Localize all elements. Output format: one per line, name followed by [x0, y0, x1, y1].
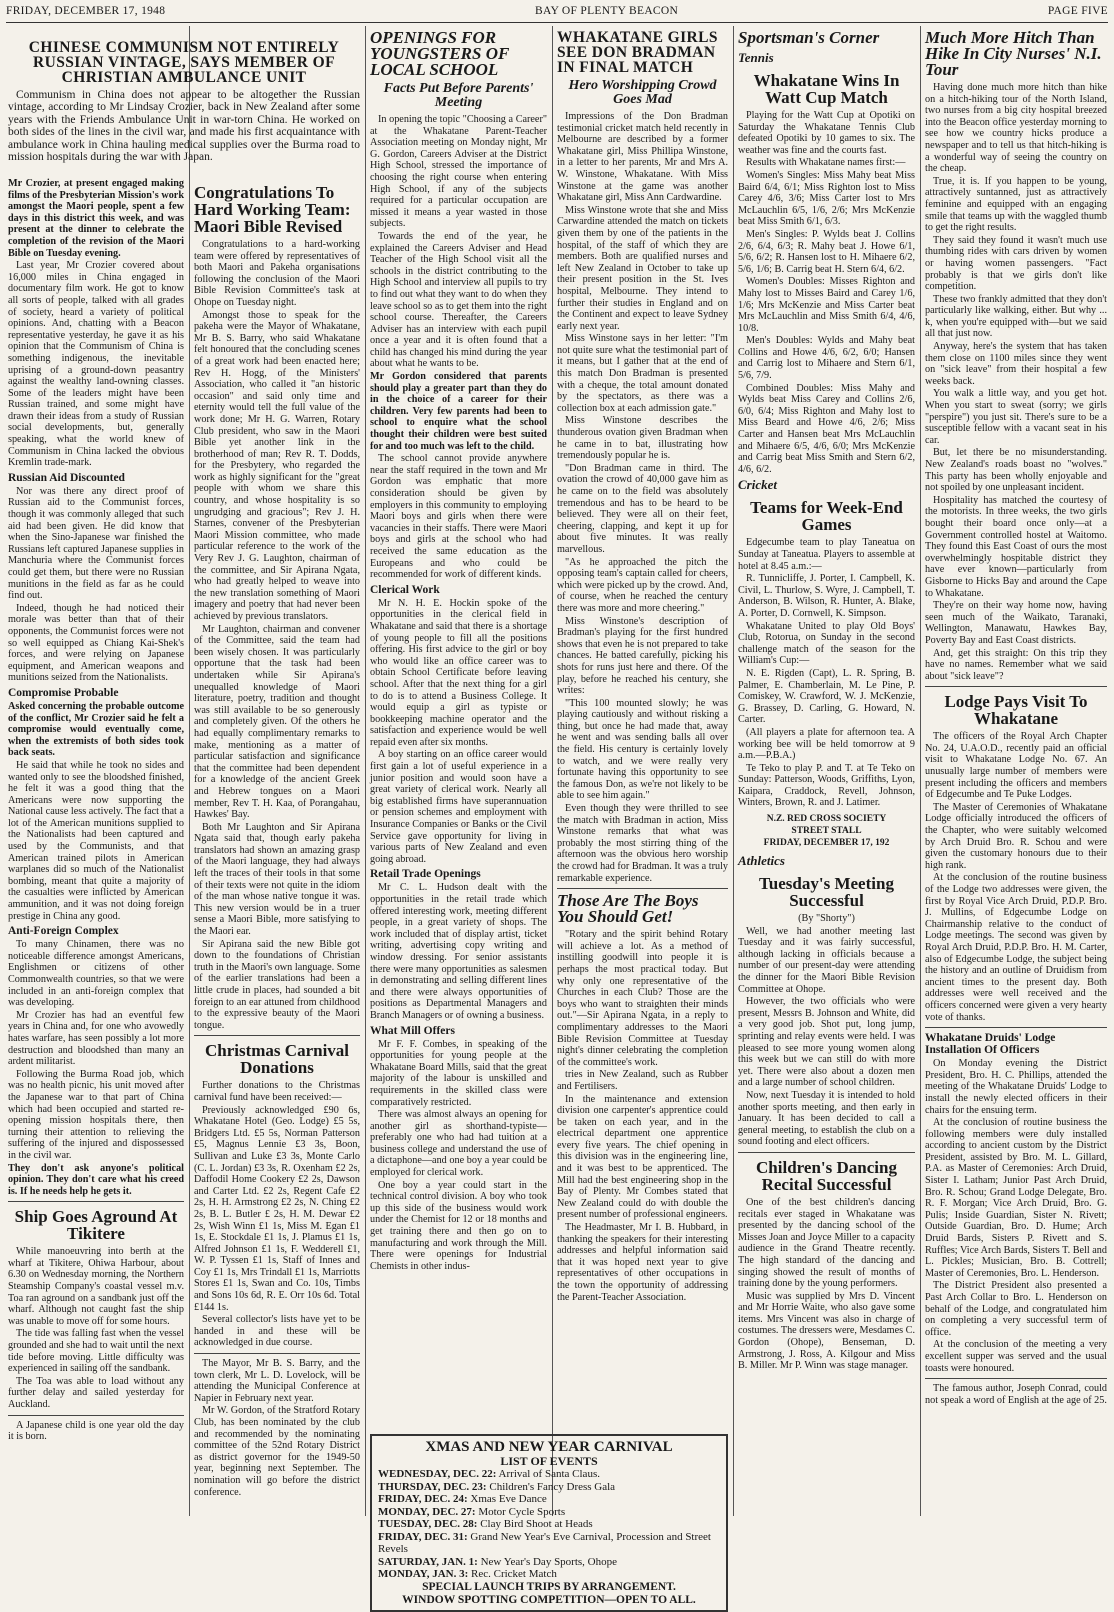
hitch-p9: They're on their way home now, having seen much of the Waikato, Taranaki, Wellington, Manawatu, Hawkes Bay, Poverty Bay and East Coast districts.: [925, 600, 1107, 646]
chinese-bold2: Asked concerning the probable outcome of the conflict, Mr Crozier said he felt a compromise would eventually come, when the extremists of both sides took back seats.: [8, 700, 184, 759]
carnival-title: XMAS AND NEW YEAR CARNIVAL: [425, 1439, 673, 1455]
openings-sub-mill: What Mill Offers: [370, 1024, 455, 1037]
girls-p4: Miss Winstone describes the thunderous ovation given Bradman when he came in to bat, illustrating how tremendously popular he is.: [557, 415, 728, 462]
girls-p5: "Don Bradman came in third. The ovation the crowd of 40,000 gave him as he came on to the field was absolutely tremendous and has to be heard to be believed. They were all on their feet, cheering, clapping, and kept it up for about five minutes. It was really marvellous.: [557, 462, 728, 555]
girls-p7: Miss Winstone's description of Bradman's playing for the first hundred shows that even he is not prepared to take chances. He batted carefully, picking his shots for runs just here and there. Of the play, before he reached his century, she writes:: [557, 615, 728, 697]
carnival-events-box: [370, 1434, 728, 1612]
openings-cont-p3: The Headmaster, Mr I. B. Hubbard, in thanking the speakers for their interesting addresses and helpful information said that it was hoped next year to give representatives of other occupations in the town the opportunity of addressing the Parent-Teacher Association.: [557, 1222, 728, 1303]
tennis-t2: Results with Whakatane names first:—: [746, 157, 906, 169]
column-6: [925, 28, 1107, 1516]
openings-p2: Towards the end of the year, he explained the Careers Adviser and Head Teacher of the High School visit all the schools in the district contributing to the High School and interview all pupils to try to find out what they want to do when they leave school so as to get them into the right school course. Thereafter, the Careers Adviser has an interview with each pupil once a year and it is often found that a child has changed his mind during the year about what he wants to be.: [370, 230, 547, 370]
column-rule: [920, 26, 921, 1516]
boys-headline: Those Are The Boys You Should Get!: [557, 891, 699, 927]
divider: [8, 1415, 184, 1416]
girls-p6: "As he approached the pitch the opposing team's captain called for cheers, which were picked up by the crowd. And, of course, when he reached the century there was more and more cheering.": [557, 556, 728, 614]
druids-d4: At the conclusion of the meeting a very excellent supper was served and the usual toasts were honoured.: [925, 1339, 1107, 1374]
column-3: [370, 28, 547, 1432]
divider: [194, 1035, 360, 1036]
chinese-p2: Nor was there any direct proof of Russian aid to the Communist forces, though it was commonly alleged that such aid had been given. He did know that when the Sino-Japanese war finished the Russians left captured Japanese supplies in Manchuria where the Communist forces could get them, but there were no Russian munitions in the field as far as he could find out.: [8, 485, 184, 602]
chinese-intro: Mr Crozier, at present engaged making films of the Presbyterian Mission's work amongst the Maori people, spent a few days in this district this week, and was present at the dinner to celebrate the completion of the revision of the Maori Bible on Tuesday evening.: [8, 178, 184, 259]
tennis-t7: Combined Doubles: Miss Mahy and Wylds beat Miss Carey and Collins 2/6, 6/0, 6/4; Miss Righton and Mahy lost to Miss Beard and Howe 4/6, 2/6; Miss Carter and Hansen beat Mrs McLauchlin and Mihaere 6/5, 4/6, 6/0; Mrs McKenzie and Carrig beat Miss Smith and Stern 6/2, 4/6, 6/2.: [738, 382, 915, 475]
girls-p8: "This 100 mounted slowly; he was playing cautiously and without risking a thing, but once he had made that, away he went and was sending balls all over the field. His century is certainly lovely to watch, and we were really very fortunate having this opportunity to see the famous Don, as we're not likely to be able to see him again.": [557, 697, 728, 802]
divider: [557, 888, 728, 889]
red-cross-date: FRIDAY, DECEMBER 17, 192: [763, 838, 890, 849]
druids-d3: The District President also presented a Past Arch Collar to Bro. L. Henderson on behalf of the Lodge, and congratulated him on completing a very successful term of office.: [925, 1280, 1107, 1338]
congrats-p4: Both Mr Laughton and Sir Apirana Ngata said that, though early pakeha translators had shown an amazing grasp of the Maori language, they had always left the traces of their tools in that some of their texts were not quite in the idiom of the man whose native tongue it was. This new version would be in a truer sense a Maori Bible, more satisfying to the Maori ear.: [194, 821, 360, 938]
hitch-p8: Hospitality has matched the courtesy of the motorists. In three weeks, the two girls bought their board once only—at a Government controlled hostel at Waitomo. They found this East Coast of ours the most overwhelmingly hospitable district they have ever known—particularly from Gisborne to Hicks Bay and around the Cape to Whakatane.: [925, 494, 1107, 599]
openings-p5: A boy starting on an office career would first gain a lot of useful experience in a junior position and would soon have a great variety of clerical work. Nearly all big established firms have superannuation or pension schemes and employment with Insurance Companies or Banks or the Civil Service gave opportunity for living in various parts of New Zealand and even going abroad.: [370, 749, 547, 865]
hitch-p7: But, let there be no misunderstanding. New Zealand's roads boast no "wolves." This party has been wholly enjoyable and not spoiled by one unpleasant incident.: [925, 447, 1107, 494]
carnival-event-name: Rec. Cricket Match: [471, 1568, 557, 1580]
girls-p2: Miss Winstone wrote that she and Miss Carwardine attended the match on tickets given them by one of the patients in the hospital, of the staff of which they are members. Both are qualified nurses and left New Zealand in October to take up their present position in the St. Ives hospital, Melbourne. They intend to further their studies in England and on the Continent and expect to leave Sydney early next year.: [557, 204, 728, 332]
carnival-event-row: [378, 1481, 720, 1494]
carnival-event-name: Motor Cycle Sports: [478, 1505, 566, 1518]
divider: [194, 1353, 360, 1354]
carnival-event-day: FRIDAY, DEC. 31:: [378, 1530, 468, 1543]
chinese-p7: Following the Burma Road job, which was no health picnic, his unit moved after the Japanese war to that part of China which had been occupied and started re-opening mission hospitals there, then turning their attention to relieving the suffering of the injured and dispossessed in the civil war.: [8, 1068, 184, 1161]
lodge-p3: At the conclusion of the routine business of the Lodge two addresses were given, the first by Royal Vice Arch Druid, P.D.P. Bro. J. Mullins, of Edgecumbe Lodge on Chairmanship relative to the conduct of Lodge meetings. The second was given by Royal Arch Druid, P.D.P. Bro. H. M. Carter, also of Edgecumbe Lodge, the subject being the history and an outline of Druidism from ancient times to the present day. Both addresses were well received and the officers concerned were given a very hearty vote of thanks.: [925, 872, 1107, 1023]
ship-p3: The Toa was able to load without any further delay and sailed yesterday for Auckland.: [8, 1375, 184, 1410]
carnival-event-row: [378, 1506, 720, 1519]
sportsman-heading: Sportsman's Corner: [738, 28, 880, 47]
donations-headline: Christmas Carnival Donations: [204, 1041, 350, 1078]
openings-p3: The school cannot provide anywhere near the staff required in the town and Mr Gordon was emphatic that more consideration should be given by employers in this community to employing Maori boys and girls when there were vacancies in their staffs. There were Maori boys and girls at the school who had received the same education as the Europeans and who could be recommended for work of different kinds.: [370, 453, 547, 581]
masthead-title: BAY OF PLENTY BEACON: [535, 5, 679, 17]
column-4: [557, 28, 728, 1432]
carnival-event-name: Arrival of Santa Claus.: [498, 1468, 600, 1480]
carnival-event-row: [378, 1568, 720, 1581]
girls-subhead: Hero Worshipping Crowd Goes Mad: [568, 78, 717, 107]
filler-conrad: The famous author, Joseph Conrad, could not speak a word of English at the age of 25.: [925, 1383, 1107, 1406]
congrats-p5: Sir Apirana said the new Bible got down to the foundations of Christian truth in the Maori's own language. Some of the earlier translations had been a little crude in places, had sounded a bit foreign to an ear attuned from childhood to the expressive beauty of the Maori tongue.: [194, 938, 360, 1031]
cricket-label: Cricket: [738, 477, 777, 493]
boys-p1: "Rotary and the spirit behind Rotary will achieve a lot. As a method of instilling goodwill into people it is perhaps the most practical today. But why only one representative of the Churches in each Club? Those are the boys who want to straighten their minds out."—Sir Apirana Ngata, in a reply to complimentary addresses to the Maori Bible Revision Committee at Tuesday night's dinner celebrating the completion of the committee's work.: [557, 929, 728, 1068]
carnival-event-row: [378, 1493, 720, 1506]
openings-headline: OPENINGS FOR YOUNGSTERS OF LOCAL SCHOOL: [370, 28, 510, 79]
congrats-p3: Mr Laughton, chairman and convener of the Committee, said the team had been wisely chosen. It was particularly opportune that the task had been undertaken while Sir Apirana's unequalled knowledge of Maori literature, poetry, tradition and thought was still available to be so generously and completely given. Of the others he had equally complimentary remarks to make, mentioning as a matter of particular satisfaction and significance that the committee had been dependent for a knowledge of the ancient Greek and Hebrew tongues on a Maori member, Rev T. H. Kaa, of Porangahau, Hawkes' Bay.: [194, 623, 360, 821]
girls-p3: Miss Winstone says in her letter: "I'm not quite sure what the testimonial part of it means, but I gather that at the end of this match Don Bradman is presented with a cheque, the total amount donated by the spectators, as there was a collection box at each admission gate.": [557, 333, 728, 414]
hitch-p1: Having done much more hitch than hike on a hitch-hiking tour of the North Island, two nurses from a big city hospital breezed into the Beacon office yesterday morning to see how we country hicks produce a newspaper and to tell us that hitch-hiking is a wonderful way of seeing the country on the cheap.: [925, 82, 1107, 175]
tennis-t4: Men's Singles: P. Wylds beat J. Collins 2/6, 6/4, 6/3; R. Mahy beat J. Howe 6/1, 5/6, 6/2; R. Hansen lost to H. Mihaere 6/2, 5/6, 1/6; B. Carrig beat H. Stern 6/4, 6/2.: [738, 228, 915, 275]
mayor-notice: The Mayor, Mr B. S. Barry, and the town clerk, Mr L. D. Lovelock, will be attending the Municipal Conference at Napier in February next year.: [194, 1358, 360, 1404]
cricket-c6: Te Teko to play P. and T. at Te Teko on Sunday: Patterson, Woods, Griffiths, Lyon, Kaipara, Craddock, Revell, Johnson, Winters, Brown, R. and J. Latimer.: [738, 762, 915, 809]
girls-p9: Even though they were thrilled to see the match with Bradman in action, Miss Winstone remarks that what was probably the most stirring thing of the afternoon was the obvious hero worship the crowd had for Bradman. It was a truly remarkable experience.: [557, 803, 728, 884]
red-cross-title: N.Z. RED CROSS SOCIETY: [766, 814, 887, 825]
red-cross-stall: STREET STALL: [791, 826, 862, 837]
carnival-event-day: MONDAY, JAN. 3:: [378, 1568, 469, 1580]
druids-d2: At the conclusion of routine business the following members were duly installed according to ancient custom by the District President, assisted by Bro. M. L. Gillard, P.A. as Master of Ceremonies: Arch Druid, Sister I. Latham; Junior Past Arch Druid, Bro. R. Schou; Grand Lodge Delegate, Bro. R. F. Morgan; Vice Arch Druid, Bro. G. Pulis; Inside Guardian, Sister N. Rivett; Outside Guardian, Bro. D. Hume; Arch Druid Bards, Sisters P. Rivett and S. Ruffles; Vice Arch Bards, Sisters T. Bell and L. Pickles; Musician, Bro. B. Cottrell; Master of Ceremonies, Bro. L. Henderson.: [925, 1117, 1107, 1279]
carnival-event-day: THURSDAY, DEC. 23:: [378, 1480, 487, 1493]
dance-d1: One of the best children's dancing recitals ever staged in Whakatane was presented by the dancing school of the Misses Joan and Joyce Miller to a capacity audience in the Grand Theatre recently. The high standard of the dancing and singing showed the result of months of training done by the young performers.: [738, 1196, 915, 1290]
congrats-p1: Congratulations to a hard-working team were offered by representatives of both Maori and Pakeha organisations following the conclusion of the Maori Bible Revision Committee's task at Ohope on Tuesday night.: [194, 239, 360, 308]
rotary-notice: Mr W. Gordon, of the Stratford Rotary Club, has been nominated by the club and recommended by the nominating committee of the 52nd Rotary District as district governor for the 1949-50 year, beginning next September. The nomination will go before the district conference.: [194, 1405, 360, 1498]
cricket-c2: R. Tunnicliffe, J. Porter, I. Campbell, K. Civil, L. Thurlow, S. Wyre, J. Campbell, T. Anderson, B. Wilson, R. Hunter, A. Blake, A. Porter, D. Cornwell, K. Simpson.: [738, 573, 915, 619]
divider: [925, 1378, 1107, 1379]
column-5: [738, 28, 915, 1516]
girls-p1: Impressions of the Don Bradman testimonial cricket match held recently in Melbourne are described by a former Whakatane girl, Miss Phillipa Winstone, in a letter to her parents, Mr and Mrs A. W. Winstone, Whakatane. With Miss Winstone at the game was another Whakatane girl, Miss Ann Cardwardine.: [557, 111, 728, 204]
carnival-event-name: New Year's Day Sports, Ohope: [480, 1555, 618, 1568]
chinese-p6: Mr Crozier has had an eventful few years in China and, for one who avowedly hates warfare, has seen possibly a lot more destruction and bloodshed than many an ardent militarist.: [8, 1009, 184, 1068]
lodge-p2: The Master of Ceremonies of Whakatane Lodge officially introduced the officers of the Chapter, who were suitably welcomed by Arch Druid Bro. R. Schou and were given the customary honours due to their high rank.: [925, 801, 1107, 871]
divider: [8, 1201, 184, 1202]
cricket-c5: (All players a plate for afternoon tea. A working bee will be held tomorrow at 9 a.m.—P.B.A.): [738, 726, 915, 762]
carnival-event-day: MONDAY, DEC. 27:: [378, 1505, 476, 1518]
chinese-headline: CHINESE COMMUNISM NOT ENTIRELY RUSSIAN VINTAGE, SAYS MEMBER OF CHRISTIAN AMBULANCE UNIT: [28, 39, 340, 86]
cricket-headline: Teams for Week-End Games: [750, 498, 903, 535]
carnival-event-name: Children's Fancy Dress Gala: [489, 1480, 616, 1493]
ship-headline: Ship Goes Aground At Tikitere: [14, 1207, 178, 1244]
chinese-p5: To many Chinamen, there was no noticeable difference amongst Americans, Englishmen or citizens of other Commonwealth countries, so that we were included in an anti-foreign complex that was developing.: [8, 939, 184, 1009]
filler-japanese: A Japanese child is one year old the day it is born.: [8, 1419, 184, 1443]
carnival-event-row: [378, 1518, 720, 1531]
cricket-c4: N. E. Rigden (Capt), L. R. Spring, B. Palmer, E. Chamberlain, M. Le Pine, P. Comiskey, W. Crawford, W. J. McKenzie, G. Brassey, D. Carling, G. Howard, N. Carter.: [738, 667, 915, 726]
carnival-event-name: Grand New Year's Eve Carnival, Procession and Street Revels: [378, 1530, 711, 1555]
openings-subhead: Facts Put Before Parents' Meeting: [383, 81, 534, 110]
hitch-headline: Much More Hitch Than Hike In City Nurses' N.I. Tour: [925, 28, 1102, 79]
tennis-t5: Women's Doubles: Misses Righton and Mahy lost to Misses Baird and Carey 1/6, 1/6; Mrs McKenzie and Miss Carter beat Mrs McLauchlin and Miss Smith 6/4, 4/6, 10/8.: [738, 276, 915, 334]
donations-p2: Previously acknowledged £90 6s, Whakatane Hotel (Geo. Lodge) £5 5s, Bridgers Ltd. £5 5s, Norman Patterson £5, Magnus Lennie £3 3s, Boon, Sullivan and Luke £3 3s, Monte Carlo (C. L. Jordan) £3 3s, R. Oxenham £2 2s, Daffodil Home Cookery £2 2s, Dawson and Carter Ltd. £2 2s, Regent Cafe £2 2s, H. H. Armstrong £2 2s, N. Ching £2 2s, B. L. Butler £ 2s, H. M. Dewar £2 2s, Wish Winn £1 1s, Miss M. Egan £1 1s, E. Stockdale £1 1s, J. Plamus £1 1s, Alfred Johnson £1 1s, F. Wedderell £1, W. P. Tyssen £1 1s, Staff of Innes and Coy £1 1s, Mrs Trindall £1 1s, Marriotts Stores £1 1s, Swan and Co. 10s, Timbs and Sons 10s 6d, R. E. Orr 10s 6d. Total £144 1s.: [194, 1104, 360, 1313]
athletics-a2: However, the two officials who were present, Messrs B. Johnson and White, did a very good job. Shot put, long jump, sprinting and relay events were held. I was pleased to see more young women along this week but we can still do with more yet. There were also about a dozen men and a large number of school children.: [738, 996, 915, 1089]
athletics-label: Athletics: [738, 853, 785, 869]
congrats-p2: Amongst those to speak for the pakeha were the Mayor of Whakatane, Mr B. S. Barry, who said Whakatane felt honoured that the concluding scenes of a great work had been enacted here; Rev H. Hogg, of the Ministers' Association, who called it "an historic occasion" and said only time and eternity would tell the full value of the work done; Mr H. G. Warren, Rotary Club president, who saw in the Maori Bible yet another link in the brotherhood of man; Rev R. T. Dodds, for the Presbytery, who regarded the work as highly significant for the "great people with whom we share this country, and whose hospitality is so ungrudging and gracious"; Rev J. H. Starnes, convener of the Presbyterian Maori Mission committee, who made particular reference to the work of the Very Rev J. G. Laughton, chairman of the committee, and Sir Apirana Ngata, who had greatly helped to weave into the new translation something of Maori imagery and poetry that had never been achieved by previous translators.: [194, 309, 360, 622]
chinese-p3: Indeed, though he had noticed their morale was better than that of their opponents, the Communist forces were not so well equipped as Chiang Kai-Shek's forces, and were relying on Japanese equipment, and American weapons and munitions seized from the Nationalists.: [8, 602, 184, 684]
chinese-top: [8, 38, 360, 174]
tennis-t6: Men's Doubles: Wylds and Mahy beat Collins and Howe 4/6, 6/2, 6/0; Hansen and Carrig lost to Mihaere and Stern 6/1, 5/6, 7/9.: [738, 335, 915, 382]
athletics-a3: Now, next Tuesday it is intended to hold another sports meeting, and then early in January. It has been decided to call a general meeting, to establish the club on a sound footing and elect officers.: [738, 1089, 915, 1148]
openings-p1: In opening the topic "Choosing a Career" at the Whakatane Parent-Teacher Association meeting on Monday night, Mr G. Gordon, Careers Adviser at the District High School, stressed the importance of choosing the right course when entering High School, if any of the subjects required for a particular occupation are missed it means a year wasted in those subjects.: [370, 114, 547, 230]
lodge-headline: Lodge Pays Visit To Whakatane: [944, 692, 1088, 729]
chinese-sub-anti-foreign: Anti-Foreign Complex: [8, 925, 119, 938]
column-rule: [733, 26, 734, 1516]
carnival-event-name: Clay Bird Shoot at Heads: [480, 1518, 593, 1530]
carnival-event-day: SATURDAY, JAN. 1:: [378, 1555, 478, 1568]
chinese-lead: Communism in China does not appear to be altogether the Russian vintage, according to Mr Lindsay Crozier, back in New Zealand after some years with the Friends Ambulance Unit in war-torn China. He worked on both sides of the lines in the civil war, and made his first acquaintance with ambulance work in China hauling medical supplies over the Burma road to mission hospitals during the war with Japan.: [8, 89, 360, 164]
tennis-headline: Whakatane Wins In Watt Cup Match: [753, 71, 900, 107]
carnival-box-wrap: [370, 1434, 728, 1606]
hitch-p10: And, get this straight: On this trip they have no names. Remember what we said about "sick leave"?: [925, 647, 1107, 682]
carnival-subtitle: LIST OF EVENTS: [500, 1454, 598, 1468]
cricket-c3: Whakatane United to play Old Boys' Club, Rotorua, on Sunday in the second challenge match of the season for the William's Cup:—: [738, 620, 915, 667]
carnival-events-list: [378, 1468, 720, 1581]
druids-headline: Whakatane Druids' Lodge Installation Of Officers: [925, 1032, 1056, 1057]
openings-cont-p1: tries in New Zealand, such as Rubber and Fertilisers.: [557, 1069, 728, 1092]
athletics-byline: (By "Shorty"): [798, 913, 855, 925]
carnival-event-row: [378, 1531, 720, 1556]
chinese-sub-russian-aid: Russian Aid Discounted: [8, 471, 125, 484]
carnival-event-row: [378, 1468, 720, 1481]
druids-d1: On Monday evening the District President, Bro. H. C. Phillips, attended the meeting of the Whakatane Druids' Lodge to install the newly elected officers in their chairs for the ensuing term.: [925, 1058, 1107, 1116]
carnival-footer-window: WINDOW SPOTTING COMPETITION—OPEN TO ALL.: [402, 1593, 696, 1606]
openings-bold: Mr Gordon considered that parents should play a greater part than they do in the choice of a career for their children. Very few parents had been to school to enquire what the school thought their children were best suited for and too much was left to the child.: [370, 371, 547, 452]
column-rule: [552, 26, 553, 1516]
carnival-event-day: WEDNESDAY, DEC. 22:: [378, 1468, 497, 1480]
carnival-event-day: TUESDAY, DEC. 28:: [378, 1518, 478, 1530]
masthead-page: PAGE FIVE: [1047, 5, 1108, 17]
donations-p3: Several collector's lists have yet to be handed in and these will be acknowledged in due course.: [194, 1314, 360, 1349]
girls-headline: WHAKATANE GIRLS SEE DON BRADMAN IN FINAL MATCH: [557, 29, 718, 76]
openings-p6: Mr C. L. Hudson dealt with the opportunities in the retail trade which offered interesting work, meeting different people, in a great variety of shops. The work included that of display artist, ticket writing, advertising copy writing and window dressing. For senior assistants there were many opportunities as salesmen in demonstrating and selling different lines and there were always opportunities of positions as Departmental Managers and Branch Managers or of owning a business.: [370, 882, 547, 1021]
divider: [925, 1027, 1107, 1028]
tennis-label: Tennis: [738, 50, 774, 65]
column-1: [8, 178, 184, 1516]
carnival-event-row: [378, 1556, 720, 1569]
hitch-p2: True, it is. If you happen to be young, attractively suntanned, just as attractively feminine and equipped with an engaging smile that teams up with the waggled thumb to get the right results.: [925, 175, 1107, 234]
ship-p1: While manoeuvring into berth at the wharf at Tikitere, Ohiwa Harbour, about 6.30 on Wednesday morning, the Northern Steamship Company's coastal vessel m.v. Toa ran aground on a sandbank just off the wharf. Although not caught fast the ship was unable to move off for some hours.: [8, 1246, 184, 1327]
column-rule: [365, 26, 366, 1516]
ship-p2: The tide was falling fast when the vessel grounded and she had to wait until the next tide before moving. Little difficulty was experienced in sailing off the sandbank.: [8, 1328, 184, 1375]
chinese-p1: Last year, Mr Crozier covered about 16,000 miles in China engaged in documentary film work. He got to know all sorts of people, talked with all grades of society, heard a variety of political opinions. And, chatting with a Beacon representative yesterday, he gave it as his opinion that the Communism of China is something indigenous, the inevitable uprising of a ground-down peasantry against the wealthy land-owning classes. Some of the leaders might have been Russian trained, and some might have drawn their ideas from a study of Russian social developments, but, generally speaking, what the world knew of Communism in China lacked the obvious Kremlin trade-mark.: [8, 260, 184, 469]
column-rule: [189, 26, 190, 1516]
carnival-footer-launch: SPECIAL LAUNCH TRIPS BY ARRANGEMENT.: [422, 1580, 676, 1593]
openings-sub-clerical: Clerical Work: [370, 583, 440, 596]
divider: [738, 1152, 915, 1153]
column-2: [194, 178, 360, 1516]
athletics-a1: Well, we had another meeting last Tuesday and it was fairly successful, although lacking in officials because a number of our present-day were attending the dinner for the Maori Bible Revision Committee at Ohope.: [738, 925, 915, 995]
red-cross-notice: [738, 813, 915, 849]
tennis-t3: Women's Singles: Miss Mahy beat Miss Baird 6/4, 6/1; Miss Righton lost to Miss Carey 4/6, 3/6; Miss Carter lost to Mrs McLauchlin 6/5, 1/6, 2/6; Mrs McKenzie beat Miss Smith 6/1, 6/3.: [738, 169, 915, 228]
masthead-date: FRIDAY, DECEMBER 17, 1948: [6, 5, 166, 17]
cricket-c1: Edgecumbe team to play Taneatua on Sunday at Taneatua. Players to assemble at hotel at 8.45 a.m.:—: [738, 537, 915, 572]
lodge-p1: The officers of the Royal Arch Chapter No. 24, U.A.O.D., recently paid an official visit to Whakatane Lodge No. 67. An unusually large number of members were present including the officers and members of Edgecumbe and Te Puke Lodges.: [925, 731, 1107, 801]
openings-sub-retail: Retail Trade Openings: [370, 868, 481, 881]
openings-cont-p2: In the maintenance and extension division one carpenter's apprentice could be taken on each year, and in the electrical department one apprentice every five years. The chief opening in this division was in the engineering line, and it was best to be apprenticed. The Mill had the best engineering shop in the Bay of Plenty. Mr Combes stated that New Zealand could do with double the present number of professional engineers.: [557, 1093, 728, 1221]
divider: [925, 686, 1107, 687]
carnival-event-day: FRIDAY, DEC. 24:: [378, 1493, 468, 1505]
chinese-p4: He said that while he took no sides and wanted only to see the bloodshed finished, he felt it was a good thing that the Americans were now supporting the National cause less actively. The fact that a lot of the American munitions supplied to the Nationalists had been captured and used by the Communists, and that American trained pilots in American warplanes did so much of the Nationalist bombing, meant that quite a majority of the casualties were inflicted by American ammunition, and it was not doing foreign prestige in China any good.: [8, 759, 184, 922]
hitch-p5: Anyway, here's the system that has taken them close on 1100 miles since they went on "sick leave" from their hospital a few weeks back.: [925, 341, 1107, 387]
chinese-bold3: They don't ask anyone's political opinion. They don't care what his creed is. If he needs help he gets it.: [8, 1162, 184, 1197]
openings-p9: One boy a year could start in the technical control division. A boy who took up this side of the business would work under the Chemist for 12 or 18 months and get training there and then go on to manufacturing and work through the Mill. There were openings for Industrial Chemists in other indus-: [370, 1179, 547, 1272]
dance-d2: Music was supplied by Mrs D. Vincent and Mr Horrie Waite, who also gave some items. Mrs Vincent was also in charge of costumes. The dressers were, Mesdames C. Gordon (Ohope), Benseman, D. Armstrong, J. Ross, A. Kilgour and Miss B. Miller. Mr P. Winn was stage manager.: [738, 1290, 915, 1372]
carnival-event-name: Xmas Eve Dance: [470, 1493, 547, 1505]
hitch-p4: These two frankly admitted that they don't particularly like walking, either. But why ... k, when you're equipped with—but we said all that just now.: [925, 293, 1107, 340]
chinese-sub-compromise: Compromise Probable: [8, 686, 119, 699]
hitch-p6: You walk a little way, and you get hot. When you start to sweat (sorry; we girls "perspire") you just sit. There's sure to be a susceptible fellow with a vacant seat in his car.: [925, 388, 1107, 446]
dance-headline: Children's Dancing Recital Successful: [756, 1157, 897, 1194]
openings-p8: There was almost always an opening for another girl as shorthand-typiste—preferably one who had had tuition at a business college and understand the use of a dictaphone—and one boy a year could be employed for clerical work.: [370, 1109, 547, 1179]
openings-p7: Mr F. F. Combes, in speaking of the opportunities for young people at the Whakatane Board Mills, said that the great majority of the labour is unskilled and requirements in the skilled class were comparatively restricted.: [370, 1038, 547, 1108]
athletics-headline: Tuesday's Meeting Successful: [759, 874, 894, 911]
congrats-headline: Congratulations To Hard Working Team: Maori Bible Revised: [194, 183, 351, 236]
donations-p1: Further donations to the Christmas carnival fund have been received:—: [194, 1080, 360, 1103]
masthead: [6, 0, 1108, 23]
tennis-t1: Playing for the Watt Cup at Opotiki on Saturday the Whakatane Tennis Club defeated Opotiki by 10 games to six. The weather was fine and the courts fast.: [738, 110, 915, 156]
hitch-p3: They said they found it wasn't much use thumbing rides with cars driven by women or having women passengers. "Fact probably is that we girls don't like competition.: [925, 234, 1107, 293]
openings-p4: Mr N. H. E. Hockin spoke of the opportunities in the clerical field in Whakatane and said that there is a shortage of young people to fill all the positions offering. His first advice to the girl or boy who would like an office career was to obtain School Certificate before leaving school. After that the next thing for a girl to do is to attend a Business College. It would equip a girl as typiste or bookkeeping machine operator and the satisfaction and experience would be well repaid even after six months.: [370, 597, 547, 748]
